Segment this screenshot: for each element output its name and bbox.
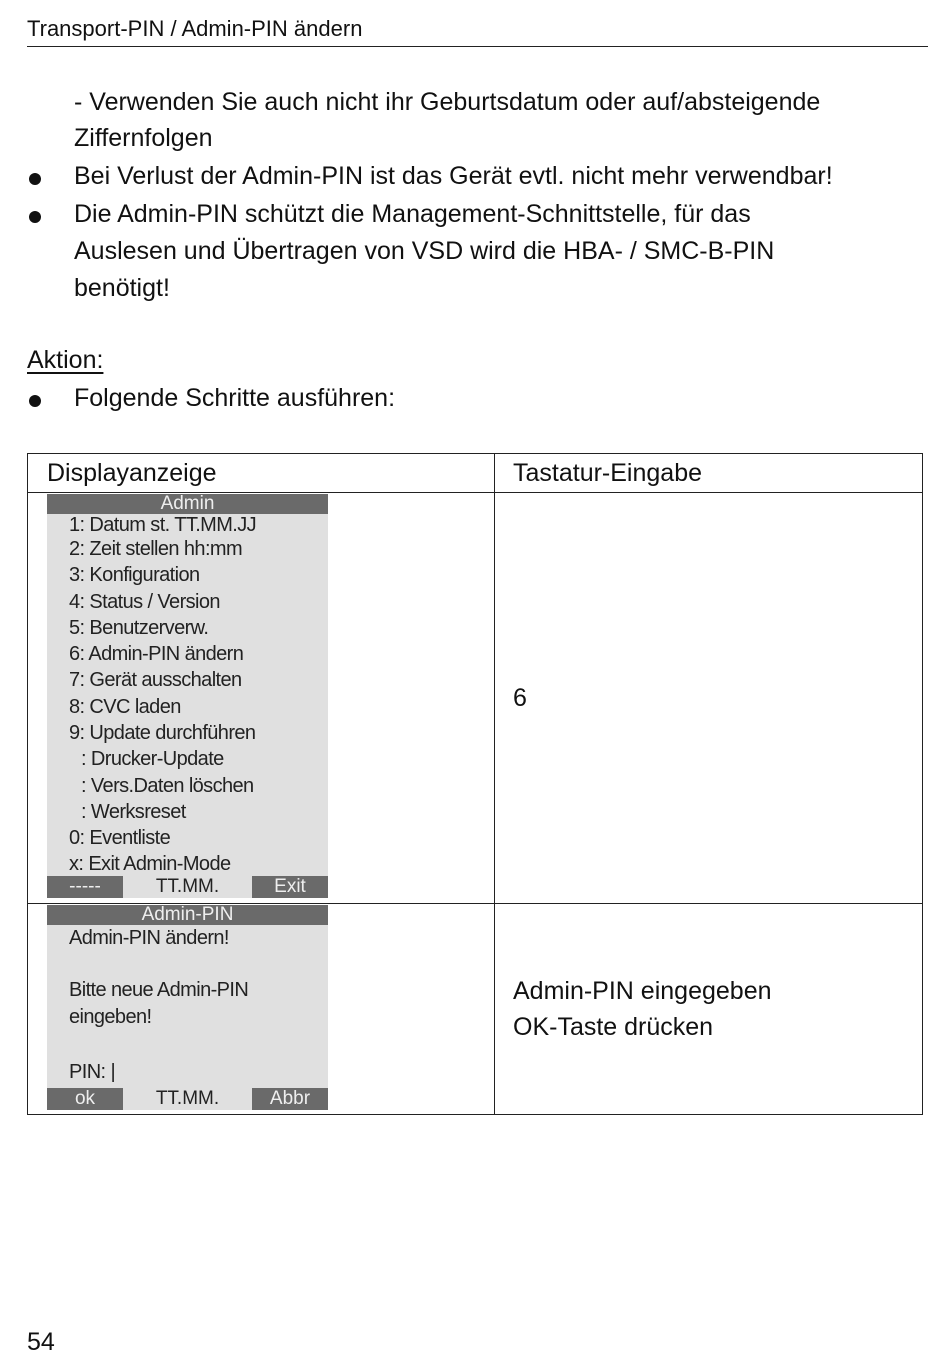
softkey-middle: TT.MM. [123, 876, 252, 898]
note-bullet-text: Auslesen und Übertragen von VSD wird die HBA- / SMC-B-PIN [74, 237, 775, 265]
screen-line: 1: Datum st. TT.MM.JJ [69, 514, 257, 536]
bullet-icon [29, 395, 41, 407]
note-line: - Verwenden Sie auch nicht ihr Geburtsdatum oder auf/absteigende [74, 88, 821, 116]
screen-line [47, 951, 328, 977]
screen-line [47, 1030, 328, 1056]
note-line: Ziffernfolgen [74, 124, 213, 152]
screen-line: 7: Gerät ausschalten [69, 669, 242, 692]
aktion-bullet-text: Folgende Schritte ausführen: [74, 384, 396, 412]
display-cell [28, 493, 495, 904]
keyboard-input-line: OK-Taste drücken [513, 1013, 714, 1041]
screen-line: 2: Zeit stellen hh:mm [69, 538, 243, 560]
column-header-display: Displayanzeige [28, 454, 495, 493]
section-heading: Aktion: [27, 346, 104, 374]
keyboard-input-line: Admin-PIN eingegeben [513, 977, 772, 1005]
screen-softkeys [47, 1088, 328, 1110]
keyboard-input-cell [495, 904, 923, 1115]
device-screen-admin-pin [47, 905, 328, 1110]
table-row [28, 493, 923, 904]
table-row [28, 904, 923, 1115]
steps-table [27, 453, 923, 1115]
screen-line: : Werksreset [81, 800, 186, 823]
softkey-middle: TT.MM. [123, 1088, 252, 1110]
screen-line: : Drucker-Update [81, 748, 224, 771]
display-cell [28, 904, 495, 1115]
keyboard-input-line: 6 [513, 684, 527, 712]
softkey-right: Exit [252, 876, 328, 898]
bullet-icon [29, 173, 41, 185]
screen-title: Admin [47, 494, 328, 514]
bullet-icon [29, 211, 41, 223]
note-bullet-text: Bei Verlust der Admin-PIN ist das Gerät evtl. nicht mehr verwendbar! [74, 162, 833, 190]
screen-line: 3: Konfiguration [69, 564, 200, 587]
page-header-title: Transport-PIN / Admin-PIN ändern [27, 16, 363, 41]
softkey-right: Abbr [252, 1088, 328, 1110]
screen-line: 4: Status / Version [69, 590, 220, 613]
note-bullet-text: Die Admin-PIN schützt die Management-Schnittstelle, für das [74, 200, 751, 228]
note-bullet-text: benötigt! [74, 274, 170, 302]
screen-softkeys [47, 876, 328, 898]
screen-line: 9: Update durchführen [69, 722, 256, 745]
keyboard-input-cell [495, 493, 923, 904]
page-number: 54 [27, 1328, 55, 1356]
screen-line: Admin-PIN ändern! [69, 927, 229, 949]
screen-line: : Vers.Daten löschen [81, 774, 254, 797]
screen-line: 5: Benutzerverw. [69, 616, 209, 639]
screen-line: 8: CVC laden [69, 695, 181, 718]
screen-title: Admin-PIN [47, 905, 328, 925]
column-header-input: Tastatur-Eingabe [495, 454, 923, 493]
table-header-row [28, 454, 923, 493]
screen-line: Bitte neue Admin-PIN [69, 979, 249, 1002]
page-header [27, 14, 928, 47]
screen-line: 6: Admin-PIN ändern [69, 643, 244, 666]
softkey-left: ok [47, 1088, 123, 1110]
softkey-left: ----- [47, 876, 123, 898]
screen-line: x: Exit Admin-Mode [69, 852, 231, 875]
device-screen-admin [47, 494, 328, 898]
screen-line: PIN: | [69, 1060, 116, 1083]
screen-line: eingeben! [69, 1005, 152, 1028]
screen-line: 0: Eventliste [69, 827, 171, 850]
